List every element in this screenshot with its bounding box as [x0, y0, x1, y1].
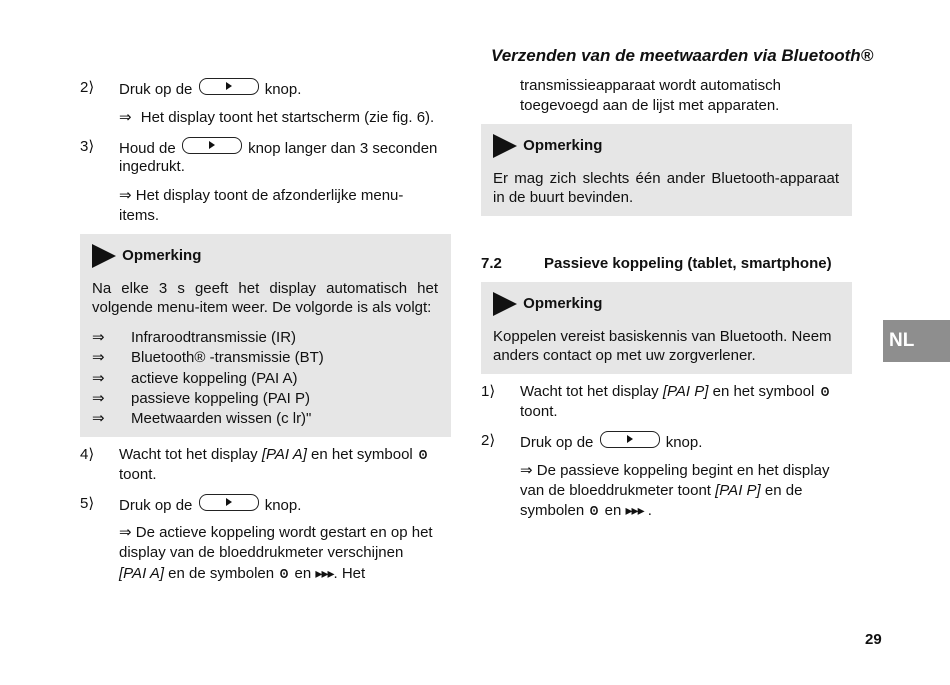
page-header-title: Verzenden van de meetwaarden via Bluetooth®: [491, 46, 874, 65]
step-text-end: knop.: [665, 434, 703, 451]
result-arrow: ⇒: [119, 524, 132, 541]
step-text: Druk op de: [520, 434, 594, 451]
step-text: Druk op de: [119, 81, 193, 98]
step-text-end: en het symbool: [306, 446, 413, 463]
note-title: Opmerking: [523, 294, 603, 312]
step-number: 4⟩: [80, 446, 95, 463]
step-5-result: [119, 523, 433, 542]
list-item: [92, 389, 310, 408]
result-text-line3: [520, 501, 652, 520]
list-arrow: ⇒: [92, 370, 105, 387]
note-triangle-icon: [493, 292, 517, 316]
note-text-line2: volgende menu-item weer. De volgorde is als volgt:: [92, 299, 432, 316]
step-text: Druk op de: [119, 497, 193, 514]
step-3-result: [119, 186, 403, 205]
step-text-end: knop langer dan 3 seconden: [248, 140, 438, 157]
list-text: Bluetooth® -transmissie (BT): [131, 349, 324, 366]
list-arrow: ⇒: [92, 329, 105, 346]
triple-arrow-icon: ▸▸▸: [625, 502, 644, 518]
result-arrow: ⇒: [119, 187, 132, 204]
step-2-right-result: [520, 461, 829, 480]
step-2-right: [481, 431, 702, 452]
note-header: [493, 292, 602, 316]
arrow-button-icon: [199, 494, 259, 511]
triple-arrow-icon: ▸▸▸: [315, 565, 334, 581]
step-3-line2: ingedrukt.: [119, 158, 185, 175]
arrow-button-icon: [199, 78, 259, 95]
step-number: 3⟩: [80, 138, 95, 155]
result-text-pre: van de bloeddrukmeter toont: [520, 482, 716, 499]
note-text-line2: in de buurt bevinden.: [493, 189, 634, 206]
step-number: 1⟩: [481, 383, 496, 400]
result-text-end: . Het: [333, 565, 366, 582]
step-4: [80, 445, 429, 464]
list-arrow: ⇒: [92, 410, 105, 427]
step-2: [80, 78, 301, 99]
result-text-line2: [520, 481, 802, 500]
note-text: Er mag zich slechts één ander Bluetooth-apparaat: [493, 170, 839, 187]
step-text-end: knop.: [264, 81, 302, 98]
section-title: Passieve koppeling (tablet, smartphone): [544, 255, 832, 272]
step-2-result: [119, 108, 434, 127]
note-header: [493, 134, 602, 158]
continued-text: transmissieapparaat wordt automatisch: [520, 77, 781, 94]
list-arrow: ⇒: [92, 349, 105, 366]
page-number: 29: [865, 631, 882, 648]
result-text-line3: [119, 564, 365, 583]
display-code: [PAI P]: [662, 383, 709, 400]
step-1: [481, 382, 831, 401]
result-arrow: ⇒: [119, 109, 132, 126]
note-text: Koppelen vereist basiskennis van Bluetooth. Neem: [493, 328, 832, 345]
result-text-en: en: [600, 502, 626, 519]
step-1-line2: toont.: [520, 403, 558, 420]
note-text-line2: anders contact op met uw zorgverlener.: [493, 347, 756, 364]
section-number: 7.2: [481, 255, 502, 272]
note-triangle-icon: [92, 244, 116, 268]
list-text: Meetwaarden wissen (c lr)": [131, 410, 312, 427]
result-arrow: ⇒: [520, 462, 533, 479]
result-text-post: en de: [760, 482, 803, 499]
arrow-button-icon: [182, 137, 242, 154]
step-number: 2⟩: [481, 432, 496, 449]
list-item: [92, 369, 298, 388]
list-text: Infraroodtransmissie (IR): [131, 329, 297, 346]
step-text-end: en het symbool: [708, 383, 815, 400]
note-triangle-icon: [493, 134, 517, 158]
list-text: passieve koppeling (PAI P): [131, 390, 310, 407]
step-4-line2: toont.: [119, 466, 157, 483]
note-box-left: [80, 234, 451, 437]
list-item: [92, 328, 297, 347]
result-text: Het display toont het startscherm (zie fig. 6).: [140, 109, 435, 126]
step-3: [80, 137, 437, 158]
result-text-en: en: [290, 565, 316, 582]
bluetooth-icon: ʘ: [590, 503, 599, 518]
step-number: 2⟩: [80, 79, 95, 96]
step-text: Houd de: [119, 140, 176, 157]
step-text: Wacht tot het display: [119, 446, 262, 463]
language-tab: NL: [883, 320, 950, 362]
display-code: [PAI A]: [119, 565, 165, 582]
note-text: Na elke 3 s geeft het display automatisch het: [92, 280, 438, 297]
step-text-end: knop.: [264, 497, 302, 514]
list-text: actieve koppeling (PAI A): [131, 370, 298, 387]
step-5: [80, 494, 301, 515]
arrow-button-icon: [600, 431, 660, 448]
result-text-pre: symbolen: [520, 502, 589, 519]
result-text-end: .: [643, 502, 652, 519]
result-text: De actieve koppeling wordt gestart en op het: [135, 524, 433, 541]
step-text: Wacht tot het display: [520, 383, 663, 400]
result-text-mid: en de symbolen: [164, 565, 279, 582]
result-text: De passieve koppeling begint en het display: [536, 462, 830, 479]
continued-text-line2: toegevoegd aan de lijst met apparaten.: [520, 97, 780, 114]
note-title: Opmerking: [122, 246, 202, 264]
note-header: [92, 244, 201, 268]
note-title: Opmerking: [523, 136, 603, 154]
bluetooth-icon: ʘ: [820, 384, 829, 399]
note-box-right-1: [481, 124, 852, 216]
list-item: [92, 409, 312, 428]
list-arrow: ⇒: [92, 390, 105, 407]
display-code: [PAI A]: [261, 446, 307, 463]
result-text-line2: items.: [119, 207, 160, 224]
display-code: [PAI P]: [715, 482, 761, 499]
bluetooth-icon: ʘ: [418, 447, 428, 462]
bluetooth-icon: ʘ: [280, 566, 289, 581]
step-number: 5⟩: [80, 495, 95, 512]
result-text: Het display toont de afzonderlijke menu-: [135, 187, 404, 204]
list-item: [92, 348, 324, 367]
note-box-right-2: [481, 282, 852, 374]
result-text-line2: display van de bloeddrukmeter verschijnen: [119, 544, 404, 561]
